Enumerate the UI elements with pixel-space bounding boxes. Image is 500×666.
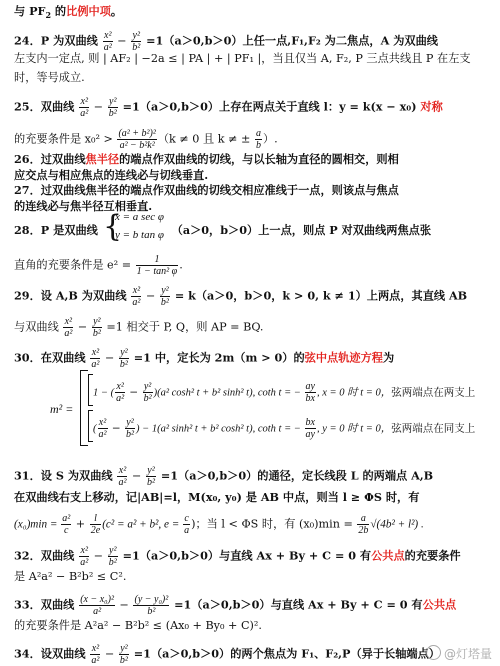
item-26-line-1: 26．过双曲线焦半径的端点作双曲线的切线，与以长轴为直径的圆相交，则相	[14, 152, 399, 166]
item-34-line-1: 34．设双曲线 $\frac{\text{x²}}{\text{a²}}$ − $\frac{\text{y²}}{\text{b²}}$ =1（a＞0,b＞0）的两个焦点为 F₁、F₂,P（异于长轴端点）	[14, 643, 440, 666]
system-eq-2: y = b tan φ	[115, 229, 164, 241]
item-33-line-2: 的充要条件是 A²a² − B²b² ≤ (Ax₀ + By₀ + C)².	[14, 619, 262, 632]
system-eq-1: x = a sec φ	[115, 211, 164, 223]
item-24-line-3: 时，等号成立.	[14, 71, 85, 84]
formula-row-1: 1 − ( $\frac{\text{x²}}{\text{a²}}$ − $\frac{\text{y²}}{\text{b²}}$ )(a² cosh² t + b² sinh² t), coth t = − $\frac{ay}{bx}$ , x = 0 时 t = 0，弦两端点在两支上	[93, 381, 476, 404]
item-28-line-1: 28．P 是双曲线 （a＞0，b＞0）上一点，则点 P 对双曲线两焦点张	[14, 223, 432, 237]
watermark: @灯塔量	[426, 645, 492, 662]
item-31-line-2: 在双曲线右支上移动，记|AB|=l，M(x₀, y₀) 是 AB 中点，则当 l ≥ ΦS 时，有	[14, 490, 420, 504]
fraction: $\frac{\text{x²}}{\text{a²}}$	[103, 30, 112, 53]
item-30-line-1: 30．在双曲线 $\frac{\text{x²}}{\text{a²}}$ − $\frac{\text{y²}}{\text{b²}}$ =1 中，定长为 2m（m > 0）的弦中点轨迹方程为	[14, 347, 395, 370]
item-29-line-1: 29．设 A,B 为双曲线 $\frac{\text{x²}}{\text{a²}}$ − $\frac{\text{y²}}{\text{b²}}$ = k（a＞0，b＞0，k > 0, k ≠ 1）上两点，其直线 AB	[14, 285, 468, 308]
text-line: 与 $PF_2$ 的比例中项。	[14, 4, 123, 21]
item-32-line-1: 32．双曲线 $\frac{\text{x²}}{\text{a²}}$ − $\frac{\text{y²}}{\text{b²}}$ =1（a＞0,b＞0）与直线 Ax + By + C = 0 有公共点的充要条件	[14, 545, 461, 568]
item-27-line-2: 的连线必与焦半径互相垂直.	[14, 199, 153, 213]
item-24-line-2: 左支内一定点, 则 | AF₂ | −2a ≤ | PA | + | PF₁ |，当且仅当 A, F₂, P 三点共线且 P 在左支	[14, 52, 471, 65]
item-25-line-1: 25．双曲线 $\frac{\text{x²}}{\text{a²}}$ − $\frac{\text{y²}}{\text{b²}}$ =1（a＞0,b＞0）上存在两点关于直线 l：y = k(x − x₀) 对称	[14, 96, 443, 119]
m-squared-label: m² =	[50, 402, 74, 416]
system-brace: {	[103, 209, 123, 244]
item-32-line-2: 是 A²a² − B²b² ≤ C².	[14, 570, 127, 583]
item-24-line-1: 24．P 为双曲线 $\frac{\text{x²}}{\text{a²}}$ − $\frac{\text{y²}}{\text{b²}}$ =1（a＞0,b＞0）上任一点,F₁,F₂ 为二焦点，A 为双曲线	[14, 30, 438, 53]
item-29-line-2: 与双曲线 $\frac{\text{x²}}{\text{a²}}$ − $\frac{\text{y²}}{\text{b²}}$ =1 相交于 P, Q，则 AP = BQ.	[14, 316, 264, 339]
formula-row-2: ( $\frac{\text{x²}}{\text{a²}}$ − $\frac{\text{y²}}{\text{b²}}$ ) − 1(a² sinh² t + b² cosh² t), coth t = − $\frac{bx}{ay}$ , y = 0 时 t = 0，弦两端点在同支上	[93, 417, 476, 440]
item-28-line-2: 直角的充要条件是 e² = $\frac{1}{\text{1 − tan² φ}}$ .	[14, 254, 183, 277]
outer-bracket	[80, 370, 88, 446]
item-25-line-2: 的充要条件是 x₀² > $\frac{\text{(a² + b²)²}}{\text{a² − b²k²}}$ （k ≠ 0 且 k ≠ ± $\frac{a}{b}$ ）.	[14, 128, 278, 151]
item-33-line-1: 33．双曲线 $\frac{\text{(x − x₀)²}}{\text{a²}}$ − $\frac{\text{(y − y₀)²}}{\text{b²}}$ =1（a＞0,b＞0）与直线 Ax + By + C = 0 有公共点	[14, 594, 457, 617]
item-31-line-1: 31．设 S 为双曲线 $\frac{\text{x²}}{\text{a²}}$ − $\frac{\text{y²}}{\text{b²}}$ =1（a＞0,b＞0）的通径，定长线段 L 的两端点 A,B	[14, 465, 434, 488]
item-27-line-1: 27．过双曲线焦半径的端点作双曲线的切线交相应准线于一点，则该点与焦点	[14, 183, 399, 197]
item-26-line-2: 应交点与相应焦点的连线必与切线垂直.	[14, 168, 209, 182]
watermark-logo-icon	[426, 645, 441, 660]
item-31-line-3: (x₀)min = $\frac{\text{a²}}{c}$ + $\frac{l}{2e}$ (c² = a² + b², e = $\frac{c}{a}$ )；当 l < ΦS 时，有 (x₀)min = $\frac{a}{2b}$ √(4b² + l²) .	[14, 513, 424, 536]
fraction: $\frac{\text{y²}}{\text{b²}}$	[132, 30, 141, 53]
